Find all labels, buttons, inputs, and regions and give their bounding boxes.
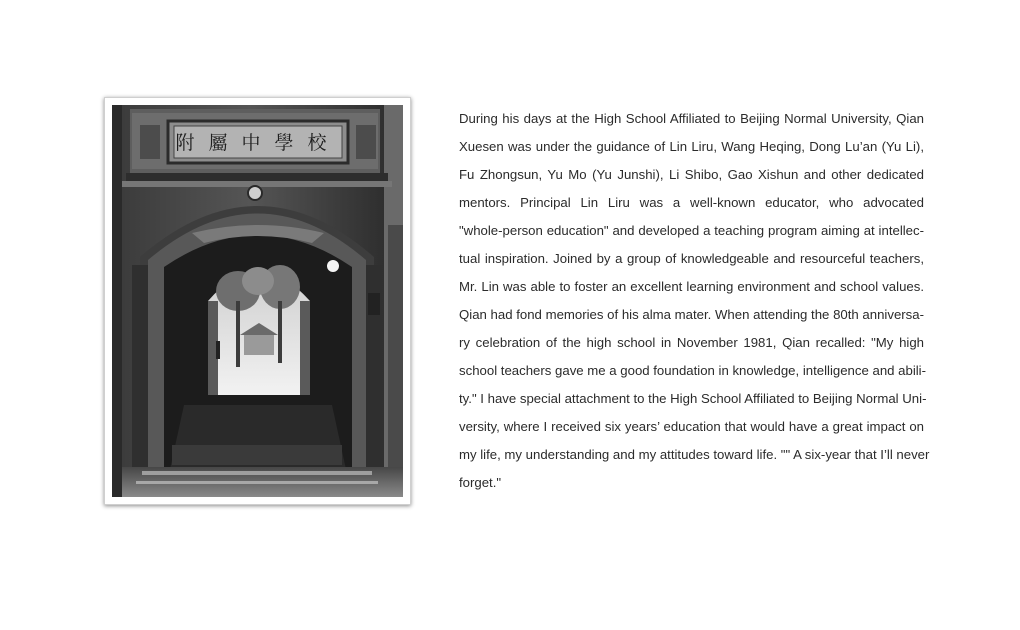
article-line: "whole-person education" and developed a teaching program aiming at intellec- <box>459 223 924 238</box>
article-line: mentors. Principal Lin Liru was a well-known educator, who advocated <box>459 195 924 210</box>
article-line: Xuesen was under the guidance of Lin Liru, Wang Heqing, Dong Lu’an (Yu Li), <box>459 139 924 154</box>
article-line: tual inspiration. Joined by a group of knowledgeable and resourceful teachers, <box>459 251 924 266</box>
school-gate-photo <box>112 105 403 497</box>
article-line: Fu Zhongsun, Yu Mo (Yu Junshi), Li Shibo, Gao Xishun and other dedicated <box>459 167 924 182</box>
article-line: versity, where I received six years’ education that would have a great impact on <box>459 419 924 434</box>
article-line: my life, my understanding and my attitudes toward life. "" A six-year that I’ll never <box>459 447 930 462</box>
article-line: ty." I have special attachment to the High School Affiliated to Beijing Normal Uni- <box>459 391 927 406</box>
article-line: school teachers gave me a good foundation in knowledge, intelligence and abili- <box>459 363 927 378</box>
article-line: ry celebration of the high school in November 1981, Qian recalled: "My high <box>459 335 924 350</box>
article-line: Mr. Lin was able to foster an excellent learning environment and school values. <box>459 279 924 294</box>
article-line: During his days at the High School Affiliated to Beijing Normal University, Qian <box>459 111 924 126</box>
article-line: Qian had fond memories of his alma mater. When attending the 80th anniversa- <box>459 307 924 322</box>
gate-plaque-text: 附屬中學校 <box>175 132 341 154</box>
article-paragraph <box>459 105 930 497</box>
article-line: forget." <box>459 475 502 490</box>
historic-photo-frame <box>104 97 411 505</box>
